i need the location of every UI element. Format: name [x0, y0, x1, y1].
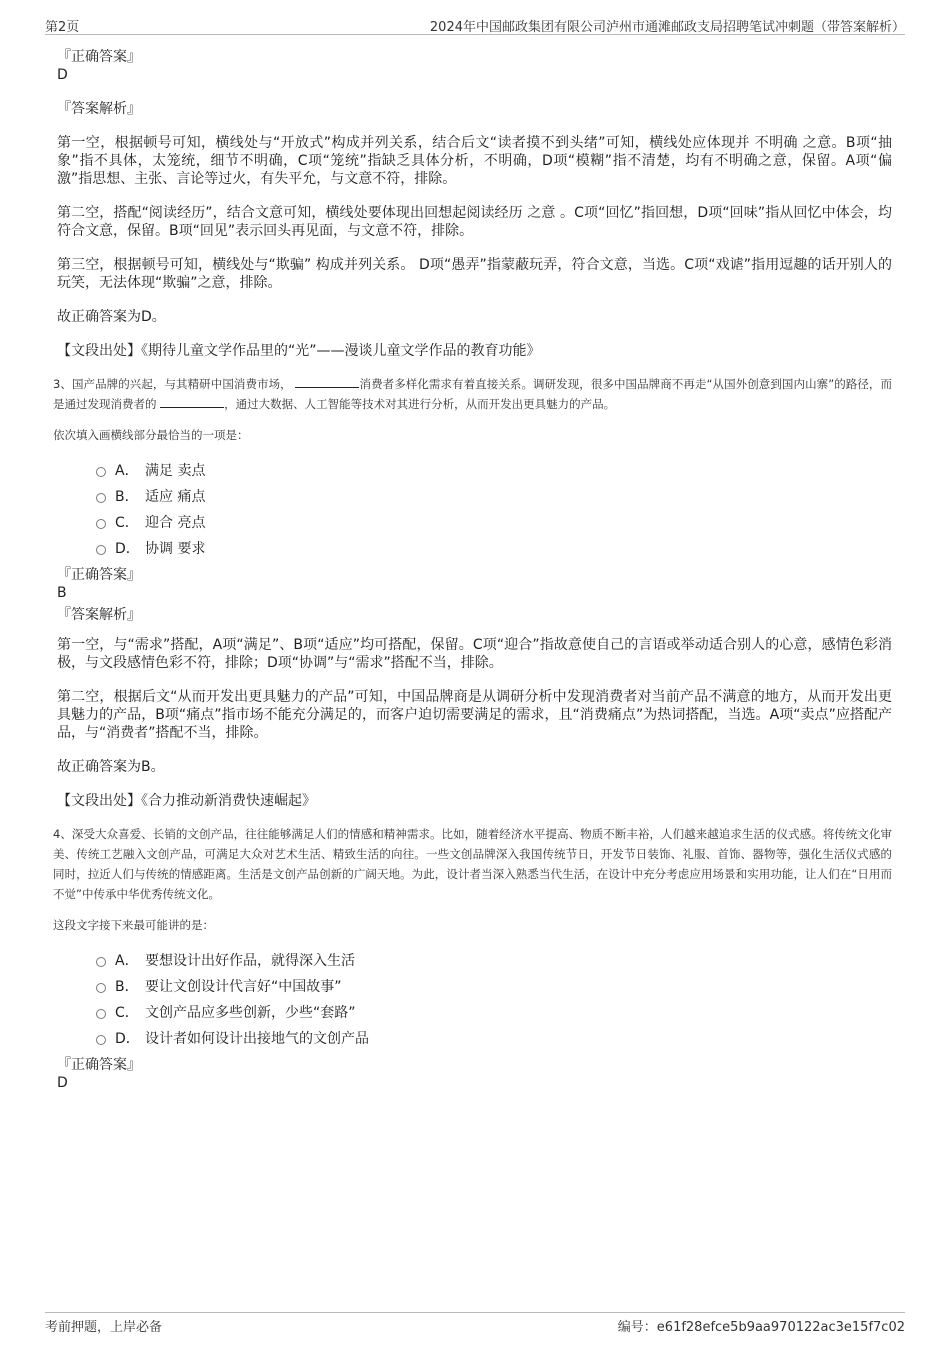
question-stem: 3、国产品牌的兴起，与其精研中国消费市场， 消费者多样化需求有着直接关系。调研发现，很多中国品牌商不再走“从国外创意到国内山寨”的路径，而是通过发现消费者的 ，通过大数据、人工智能等技术对其进行分析，从而开发出更具魅力的产品。 [53, 377, 892, 411]
radio-button[interactable] [96, 519, 106, 529]
option-d[interactable]: D． 协调 要求 [57, 540, 892, 558]
radio-button[interactable] [96, 467, 106, 477]
fill-blank [295, 375, 359, 388]
source-line [57, 792, 892, 810]
radio-button[interactable] [96, 493, 106, 503]
source-title: 《期待儿童文学作品里的“光”——漫谈儿童文学作品的教育功能》 [141, 343, 541, 359]
source-tag: 【文段出处】 [57, 343, 141, 359]
fill-blank [160, 395, 224, 408]
analysis-label: 『答案解析』 [57, 101, 141, 117]
page-number: 第2页 [45, 20, 80, 35]
correct-answer-label: 『正确答案』 [57, 1057, 141, 1073]
document-body [53, 46, 892, 1092]
analysis-conclusion: 故正确答案为D。 [57, 309, 166, 325]
option-list [57, 952, 892, 1048]
correct-answer-label: 『正确答案』 [57, 567, 141, 583]
question-prompt: 依次填入画横线部分最恰当的一项是： [53, 428, 249, 442]
source-title: 《合力推动新消费快速崛起》 [141, 793, 316, 809]
analysis-paragraph: 第一空，根据顿号可知，横线处与“开放式”构成并列关系，结合后文“读者摸不到头绪”可知，横线处应体现并 不明确 之意。B项“抽象”指不具体，太笼统，细节不明确，C项“笼统”指缺乏具体分析，不明确，D项“模糊”指不清楚，均有不明确之意，保留。A项“偏激”指思想、主张、言论等过火，有失平允，与文意不符，排除。 [57, 135, 892, 187]
option-a[interactable]: A． 要想设计出好作品，就得深入生活 [57, 952, 892, 970]
page-footer [45, 1312, 905, 1333]
page-header [45, 14, 905, 35]
source-line [57, 342, 892, 360]
option-d[interactable]: D． 设计者如何设计出接地气的文创产品 [57, 1030, 892, 1048]
option-c[interactable]: C． 迎合 亮点 [57, 514, 892, 532]
radio-button[interactable] [96, 1035, 106, 1045]
radio-button[interactable] [96, 983, 106, 993]
analysis-paragraph: 第二空，搭配“阅读经历”，结合文意可知，横线处要体现出回想起阅读经历 之意 。C项“回忆”指回想，D项“回味”指从回忆中体会，均符合文意，保留。B项“回见”表示回头再见面，与文意不符，排除。 [57, 205, 892, 239]
document-code: 编号：e61f28efce5b9aa970122ac3e15f7c02 [617, 1320, 905, 1335]
analysis-paragraph: 第一空，与“需求”搭配，A项“满足”、B项“适应”均可搭配，保留。C项“迎合”指故意使自己的言语或举动适合别人的心意，感情色彩消极，与文段感情色彩不符，排除；D项“协调”与“需求”搭配不当，排除。 [57, 637, 892, 671]
correct-answer-value: D [57, 67, 68, 83]
radio-button[interactable] [96, 545, 106, 555]
source-tag: 【文段出处】 [57, 793, 141, 809]
analysis-paragraph: 第二空，根据后文“从而开发出更具魅力的产品”可知，中国品牌商是从调研分析中发现消费者对当前产品不满意的地方，从而开发出更具魅力的产品，B项“痛点”指市场不能充分满足的，而客户迫切需要满足的需求，且“消费痛点”为热词搭配，当选。A项“卖点”应搭配产品，与“消费者”搭配不当，排除。 [57, 689, 892, 741]
radio-button[interactable] [96, 957, 106, 967]
option-list [57, 462, 892, 558]
question-stem: 4、深受大众喜爱、长销的文创产品，往往能够满足人们的情感和精神需求。比如，随着经济水平提高、物质不断丰裕，人们越来越追求生活的仪式感。将传统文化审美、传统工艺融入文创产品，可满足大众对艺术生活、精致生活的向往。一些文创品牌深入我国传统节日，开发节日装饰、礼服、首饰、器物等，强化生活仪式感的同时，拉近人们与传统的情感距离。生活是文创产品创新的广阔天地。为此，设计者当深入熟悉当代生活，在设计中充分考虑应用场景和实用功能，让人们在“日用而不觉”中传承中华优秀传统文化。 [53, 827, 892, 901]
radio-button[interactable] [96, 1009, 106, 1019]
analysis-conclusion: 故正确答案为B。 [57, 759, 165, 775]
option-c[interactable]: C． 文创产品应多些创新，少些“套路” [57, 1004, 892, 1022]
footer-slogan: 考前押题，上岸必备 [45, 1320, 163, 1335]
analysis-label: 『答案解析』 [57, 607, 141, 623]
option-b[interactable]: B． 要让文创设计代言好“中国故事” [57, 978, 892, 996]
question-prompt: 这段文字接下来最可能讲的是： [53, 918, 214, 932]
analysis-paragraph: 第三空，根据顿号可知，横线处与“欺骗” 构成并列关系。 D项“愚弄”指蒙蔽玩弄，符合文意，当选。C项“戏谑”指用逗趣的话开别人的玩笑，无法体现“欺骗”之意，排除。 [57, 257, 892, 291]
correct-answer-label: 『正确答案』 [57, 49, 141, 65]
correct-answer-value: B [57, 585, 67, 601]
correct-answer-value: D [57, 1075, 68, 1091]
option-a[interactable]: A． 满足 卖点 [57, 462, 892, 480]
option-b[interactable]: B． 适应 痛点 [57, 488, 892, 506]
document-title: 2024年中国邮政集团有限公司泸州市通滩邮政支局招聘笔试冲刺题（带答案解析） [429, 20, 905, 35]
